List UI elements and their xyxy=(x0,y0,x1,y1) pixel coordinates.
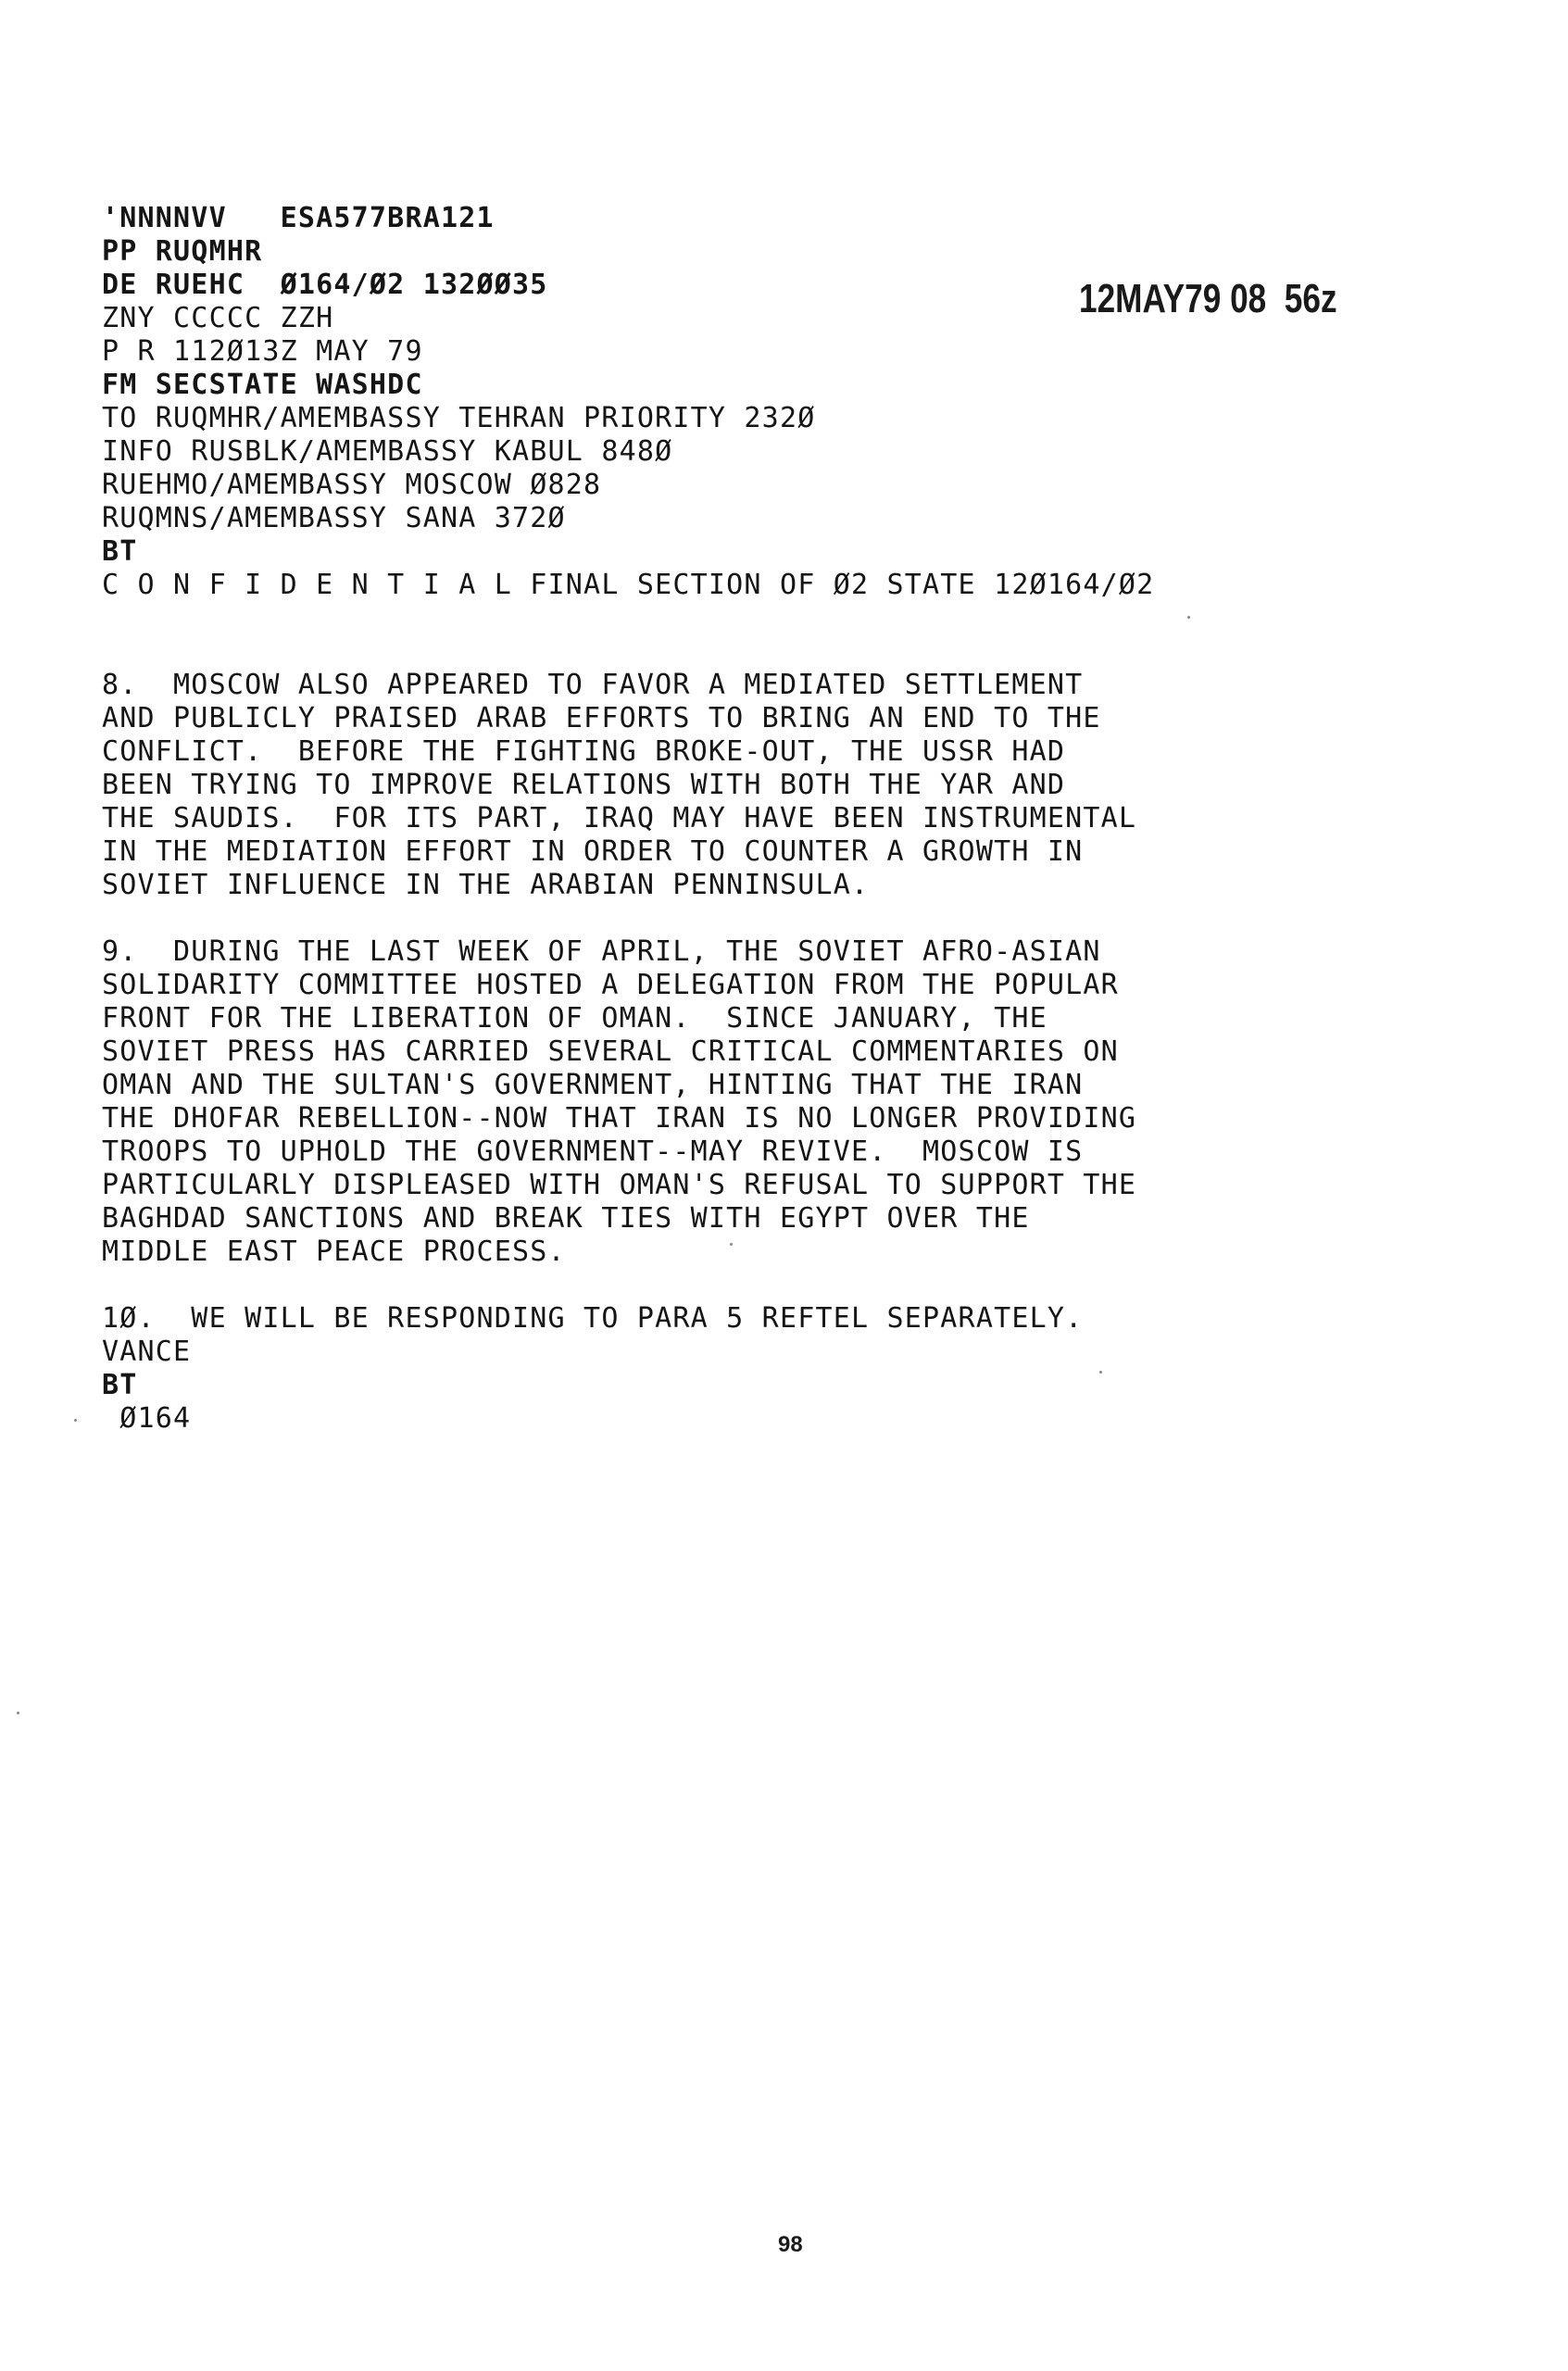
scan-speck xyxy=(17,1712,19,1714)
scan-speck xyxy=(74,1419,77,1422)
paragraph-line: 9. DURING THE LAST WEEK OF APRIL, THE SOVIET AFRO-ASIAN xyxy=(102,935,1101,968)
paragraph-line: PARTICULARLY DISPLEASED WITH OMAN'S REFUSAL TO SUPPORT THE xyxy=(102,1169,1137,1201)
header-line-info-moscow: RUEHMO/AMEMBASSY MOSCOW Ø828 xyxy=(102,469,602,501)
paragraph-line: SOVIET PRESS HAS CARRIED SEVERAL CRITICAL COMMENTARIES ON xyxy=(102,1035,1119,1068)
paragraph-line: AND PUBLICLY PRAISED ARAB EFFORTS TO BRING AN END TO THE xyxy=(102,702,1101,734)
paragraph-line: SOLIDARITY COMMITTEE HOSTED A DELEGATION FROM THE POPULAR xyxy=(102,969,1119,1001)
paragraph-line: 8. MOSCOW ALSO APPEARED TO FAVOR A MEDIATED SETTLEMENT xyxy=(102,669,1084,701)
header-line-confidential-section: C O N F I D E N T I A L FINAL SECTION OF Ø2 STATE 12Ø164/Ø2 xyxy=(102,569,1155,601)
header-line-info-kabul: INFO RUSBLK/AMEMBASSY KABUL 848Ø xyxy=(102,435,673,468)
paragraph-line: MIDDLE EAST PEACE PROCESS. xyxy=(102,1236,566,1268)
scan-speck xyxy=(1187,616,1190,619)
paragraph-line: 1Ø. WE WILL BE RESPONDING TO PARA 5 REFTEL SEPARATELY. xyxy=(102,1302,1084,1335)
header-line-routing-id: 'NNNNVV ESA577BRA121 xyxy=(102,202,495,234)
header-line-to: TO RUQMHR/AMEMBASSY TEHRAN PRIORITY 232Ø xyxy=(102,402,816,434)
header-line-precedence: PP RUQMHR xyxy=(102,235,263,268)
paragraph-line: BEEN TRYING TO IMPROVE RELATIONS WITH BOTH THE YAR AND xyxy=(102,769,1066,801)
signature-vance: VANCE xyxy=(102,1336,192,1368)
page-number: 98 xyxy=(778,2232,803,2257)
header-line-datetime: P R 112Ø13Z MAY 79 xyxy=(102,335,423,368)
scan-speck xyxy=(1099,1371,1102,1374)
paragraph-line: OMAN AND THE SULTAN'S GOVERNMENT, HINTING THAT THE IRAN xyxy=(102,1069,1084,1101)
header-line-break: BT xyxy=(102,535,138,568)
paragraph-line: IN THE MEDIATION EFFORT IN ORDER TO COUNTER A GROWTH IN xyxy=(102,835,1084,868)
message-number: Ø164 xyxy=(102,1402,192,1435)
header-line-originator: DE RUEHC Ø164/Ø2 132ØØ35 xyxy=(102,269,548,301)
paragraph-line: BAGHDAD SANCTIONS AND BREAK TIES WITH EGYPT OVER THE xyxy=(102,1202,1030,1235)
paragraph-line: FRONT FOR THE LIBERATION OF OMAN. SINCE JANUARY, THE xyxy=(102,1002,1047,1035)
paragraph-line: SOVIET INFLUENCE IN THE ARABIAN PENNINSULA. xyxy=(102,869,870,901)
scan-speck xyxy=(730,1243,733,1246)
header-line-from: FM SECSTATE WASHDC xyxy=(102,369,423,401)
closing-break: BT xyxy=(102,1369,138,1401)
paragraph-line: THE SAUDIS. FOR ITS PART, IRAQ MAY HAVE BEEN INSTRUMENTAL xyxy=(102,802,1137,834)
received-date-stamp: 12MAY79 08 56z xyxy=(1079,276,1337,321)
paragraph-line: CONFLICT. BEFORE THE FIGHTING BROKE-OUT, THE USSR HAD xyxy=(102,735,1066,768)
paragraph-line: THE DHOFAR REBELLION--NOW THAT IRAN IS NO LONGER PROVIDING xyxy=(102,1102,1137,1135)
paragraph-line: TROOPS TO UPHOLD THE GOVERNMENT--MAY REVIVE. MOSCOW IS xyxy=(102,1135,1084,1168)
header-line-classification-code: ZNY CCCCC ZZH xyxy=(102,302,334,334)
header-line-info-sana: RUQMNS/AMEMBASSY SANA 372Ø xyxy=(102,502,566,534)
